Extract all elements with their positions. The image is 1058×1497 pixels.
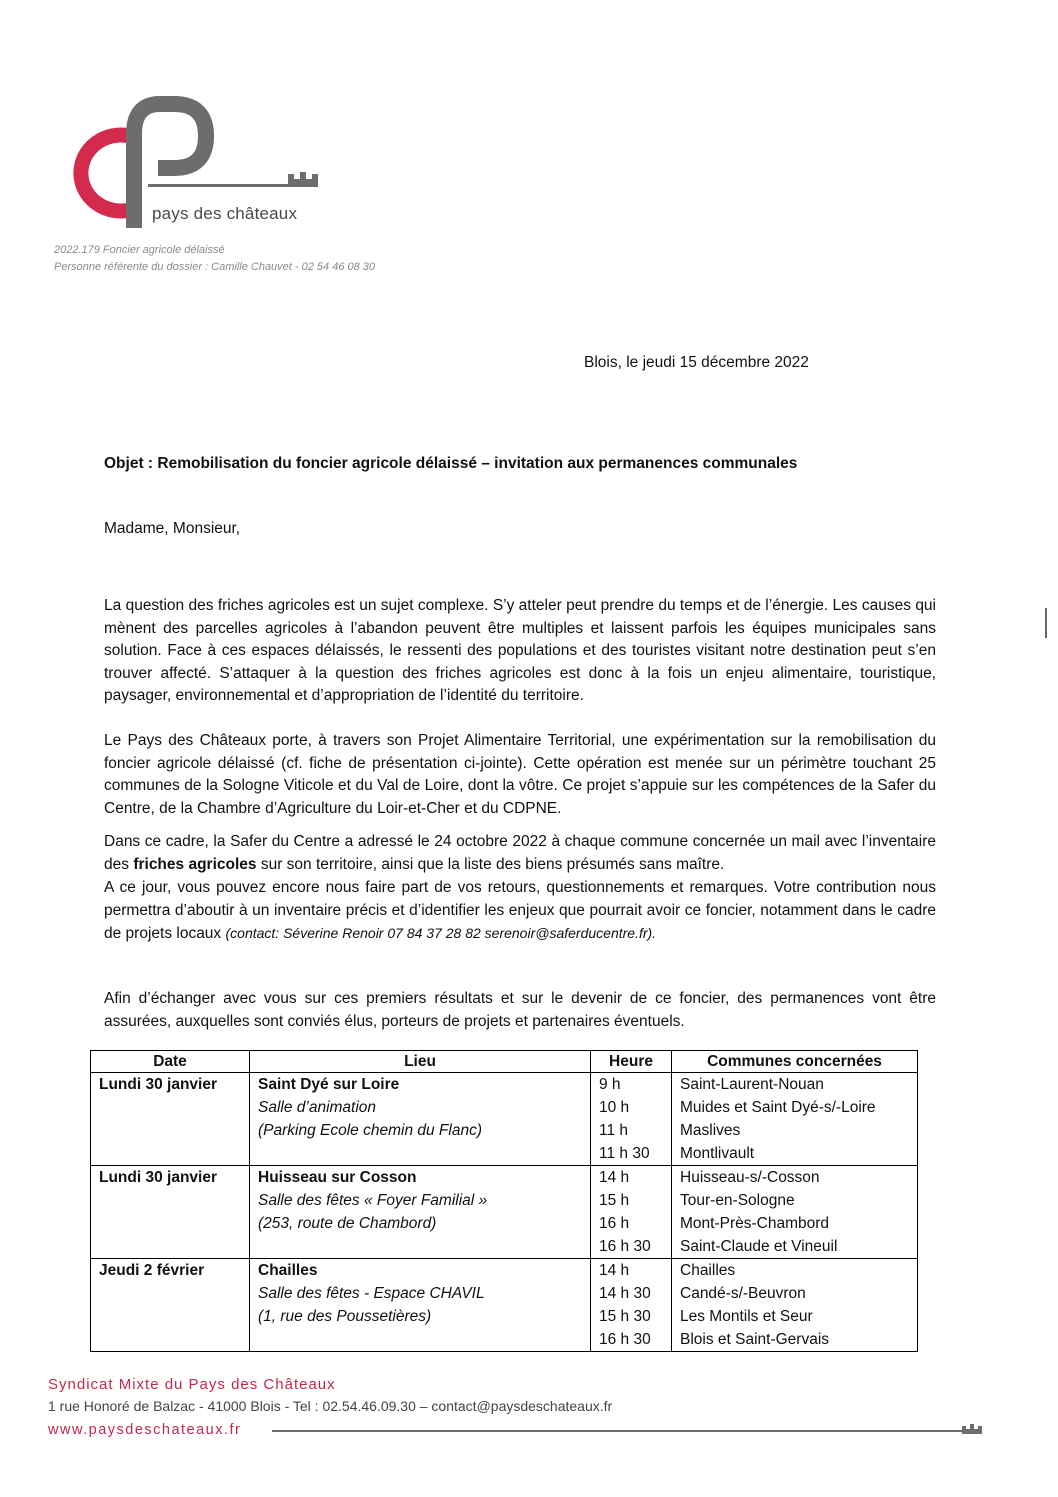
dossier-reference [54, 242, 375, 276]
footer-crown-rule [272, 1421, 988, 1435]
table-row [91, 1305, 918, 1328]
cell-date: Jeudi 2 février [91, 1259, 250, 1283]
reference-line-2: Personne référente du dossier : Camille Chauvet - 02 54 46 08 30 [54, 261, 376, 273]
cell-heure: 16 h 30 [591, 1328, 672, 1352]
letter-date: Blois, le jeudi 15 décembre 2022 [584, 354, 809, 371]
table-row [91, 1259, 918, 1283]
cell-communes: Candé-s/-Beuvron [672, 1282, 918, 1305]
cell-heure: 10 h [591, 1096, 672, 1119]
table-row [91, 1189, 918, 1212]
cell-heure: 14 h [591, 1166, 672, 1190]
cell-heure: 9 h [591, 1073, 672, 1097]
cell-lieu [250, 1142, 591, 1166]
cell-lieu: (1, rue des Poussetières) [250, 1305, 591, 1328]
cell-communes: Mont-Près-Chambord [672, 1212, 918, 1235]
margin-mark [1045, 608, 1047, 638]
cell-lieu: Huisseau sur Cosson [250, 1166, 591, 1190]
header-communes: Communes concernées [672, 1051, 918, 1073]
cell-communes: Saint-Laurent-Nouan [672, 1073, 918, 1097]
table-row [91, 1212, 918, 1235]
table-row [91, 1166, 918, 1190]
cell-lieu: (253, route de Chambord) [250, 1212, 591, 1235]
table-row [91, 1328, 918, 1352]
header-heure: Heure [591, 1051, 672, 1073]
cell-lieu: Chailles [250, 1259, 591, 1283]
contact-info: (contact: Séverine Renoir 07 84 37 28 82 serenoir@saferducentre.fr). [225, 925, 657, 941]
cell-lieu: Salle des fêtes - Espace CHAVIL [250, 1282, 591, 1305]
table-row [91, 1142, 918, 1166]
cell-heure: 11 h 30 [591, 1142, 672, 1166]
table-row [91, 1235, 918, 1259]
paragraph-safer [104, 831, 936, 876]
cell-heure: 15 h [591, 1189, 672, 1212]
cell-communes: Blois et Saint-Gervais [672, 1328, 918, 1352]
footer-website-link[interactable]: www.paysdeschateaux.fr [48, 1422, 242, 1438]
brand-name: pays des châteaux [152, 204, 298, 223]
paragraph-friches: La question des friches agricoles est un sujet complexe. S’y atteler peut prendre du temps et de l’énergie. Les causes qui mènent des parcelles agricoles à l’abandon peuvent être multiples et laissent parfois les équipes municipales sans solution. Face à ces espaces délaissés, le ressenti des populations et des touristes visitant notre destination peut s’en trouver affecté. S’attaquer à la question des friches agricoles est donc à la fois un enjeu alimentaire, touristique, paysager, environnemental et d’appropriation de l’identité du territoire. [104, 597, 936, 704]
table-row [91, 1282, 918, 1305]
paragraph-retours [104, 877, 936, 946]
table-row [91, 1096, 918, 1119]
cell-heure: 16 h [591, 1212, 672, 1235]
paragraph-permanences: Afin d’échanger avec vous sur ces premiers résultats et sur le devenir de ce foncier, des permanences vont être assurées, auxquelles sont conviés élus, porteurs de projets et partenaires éventuels. [104, 990, 936, 1030]
cell-communes: Muides et Saint Dyé-s/-Loire [672, 1096, 918, 1119]
para3-bold: friches agricoles [133, 855, 257, 873]
para4-text: A ce jour, vous pouvez encore nous faire part de vos retours, questionnements et remarques. Votre contribution nous permettra d’aboutir à un inventaire précis et d’identifier les enjeux que pourrait avoir ce foncier, notamment dans le cadre de projets locaux [104, 879, 936, 942]
cell-communes: Maslives [672, 1119, 918, 1142]
footer-address: 1 rue Honoré de Balzac - 41000 Blois - Tel : 02.54.46.09.30 – contact@paysdeschateaux.fr [48, 1398, 613, 1414]
cell-lieu: Salle des fêtes « Foyer Familial » [250, 1189, 591, 1212]
salutation: Madame, Monsieur, [104, 520, 241, 537]
cell-lieu [250, 1235, 591, 1259]
paragraph-projet: Le Pays des Châteaux porte, à travers son Projet Alimentaire Territorial, une expérimentation sur la remobilisation du foncier agricole délaissé (cf. fiche de présentation ci-jointe). Cette opération est menée sur un périmètre touchant 25 communes de la Sologne Viticole et du Val de Loire, dont la vôtre. Ce projet s’appuie sur les compétences de la Safer du Centre, de la Chambre d’Agriculture du Loir-et-Cher et du CDPNE. [104, 732, 936, 817]
cell-heure: 14 h [591, 1259, 672, 1283]
cell-heure: 15 h 30 [591, 1305, 672, 1328]
cell-communes: Chailles [672, 1259, 918, 1283]
para3-text-before: Dans ce cadre, la Safer du Centre a adressé le 24 octobre 2022 à chaque commune concernée un mail avec l’inventaire des [104, 833, 936, 873]
cell-date: Lundi 30 janvier [91, 1166, 250, 1190]
header-date: Date [91, 1051, 250, 1073]
cell-heure: 16 h 30 [591, 1235, 672, 1259]
cell-heure: 11 h [591, 1119, 672, 1142]
cell-communes: Les Montils et Seur [672, 1305, 918, 1328]
header-lieu: Lieu [250, 1051, 591, 1073]
table-header-row [91, 1051, 918, 1073]
para3-text-after: sur son territoire, ainsi que la liste des biens présumés sans maître. [256, 855, 725, 873]
table-row [91, 1073, 918, 1097]
reference-line-1: 2022.179 Foncier agricole délaissé [54, 244, 225, 256]
cell-lieu: Salle d’animation [250, 1096, 591, 1119]
footer-organization: Syndicat Mixte du Pays des Châteaux [48, 1376, 336, 1393]
letter-subject: Objet : Remobilisation du foncier agricole délaissé – invitation aux permanences communales [104, 455, 798, 472]
cell-heure: 14 h 30 [591, 1282, 672, 1305]
cell-date: Lundi 30 janvier [91, 1073, 250, 1097]
cell-lieu: (Parking Ecole chemin du Flanc) [250, 1119, 591, 1142]
cell-communes: Huisseau-s/-Cosson [672, 1166, 918, 1190]
cell-communes: Montlivault [672, 1142, 918, 1166]
cell-communes: Saint-Claude et Vineuil [672, 1235, 918, 1259]
cell-lieu [250, 1328, 591, 1352]
permanences-table [90, 1050, 918, 1352]
cell-lieu: Saint Dyé sur Loire [250, 1073, 591, 1097]
cell-communes: Tour-en-Sologne [672, 1189, 918, 1212]
table-row [91, 1119, 918, 1142]
